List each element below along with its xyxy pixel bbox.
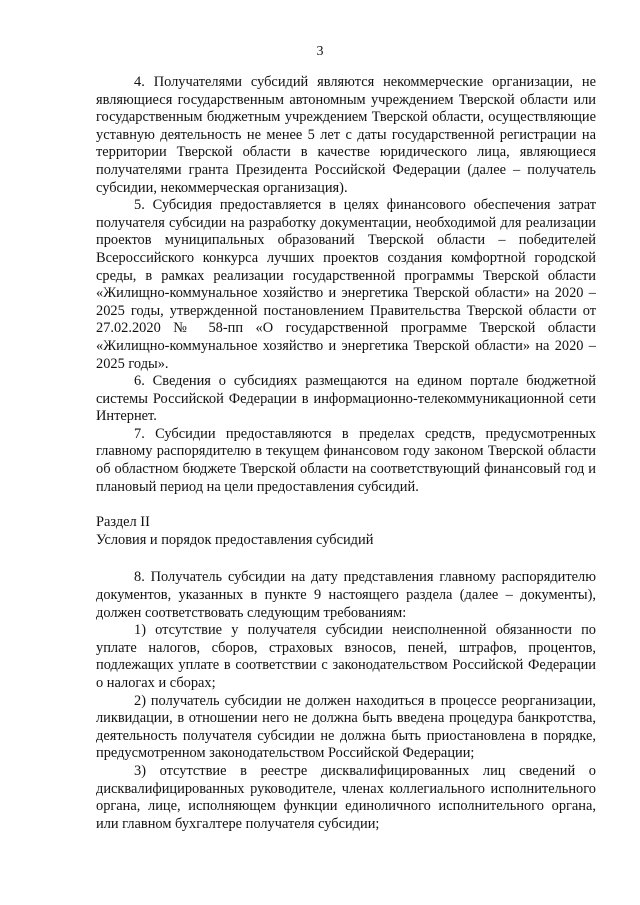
paragraph-8: 8. Получатель субсидии на дату представления главному распорядителю документов, указанных в пункте 9 настоящего раздела (далее – документы), должен соответствовать следующим требованиям: [96, 569, 596, 621]
requirement-3: 3) отсутствие в реестре дисквалифицированных лиц сведений о дисквалифицированных руководителе, членах коллегиального исполнительного органа, лице, исполняющем функции единоличного исполнительного органа, или главном бухгалтере получателя субсидии; [96, 762, 596, 832]
paragraph-4: 4. Получателями субсидий являются некоммерческие организации, не являющиеся государственным автономным учреждением Тверской области или государственным бюджетным учреждением Тверской области, осуществляющие уставную деятельность не менее 5 лет с даты государственной регистрации на территории Тверской области в качестве юридического лица, являющиеся получателями гранта Президента Российской Федерации (далее – получатель субсидии, некоммерческая организация). [96, 74, 596, 196]
paragraph-7: 7. Субсидии предоставляются в пределах средств, предусмотренных главному распорядителю в текущем финансовом году законом Тверской области об областном бюджете Тверской области на соответствующий финансовый год и плановый период на цели предоставления субсидий. [96, 425, 596, 495]
paragraph-6: 6. Сведения о субсидиях размещаются на едином портале бюджетной системы Российской Федерации в информационно-телекоммуникационной сети Интернет. [96, 373, 596, 425]
section-subtitle: Условия и порядок предоставления субсидий [96, 531, 374, 548]
section-title: Раздел II [96, 514, 150, 531]
requirement-1: 1) отсутствие у получателя субсидии неисполненной обязанности по уплате налогов, сборов, страховых взносов, пеней, штрафов, процентов, подлежащих уплате в соответствии с законодательством Российской Федерации о налогах и сборах; [96, 622, 596, 691]
document-body [96, 74, 596, 833]
page-number: 3 [316, 44, 324, 59]
paragraph-5: 5. Субсидия предоставляется в целях финансового обеспечения затрат получателя субсидии на разработку документации, необходимой для реализации проектов муниципальных образований Тверской области – победителей Всероссийского конкурса лучших проектов создания комфортной городской среды, в рамках реализации государственной программы Тверской области «Жилищно-коммунальное хозяйство и энергетика Тверской области» на 2020 – 2025 годы, утвержденной постановлением Правительства Тверской области от 27.02.2020 № 58-пп «О государственной программе Тверской области «Жилищно-коммунальное хозяйство и энергетика Тверской области» на 2020 – 2025 годы». [96, 197, 596, 372]
requirement-2: 2) получатель субсидии не должен находиться в процессе реорганизации, ликвидации, в отношении него не должна быть введена процедура банкротства, деятельность получателя субсидии не должна быть приостановлена в порядке, предусмотренном законодательством Российской Федерации; [96, 692, 596, 762]
